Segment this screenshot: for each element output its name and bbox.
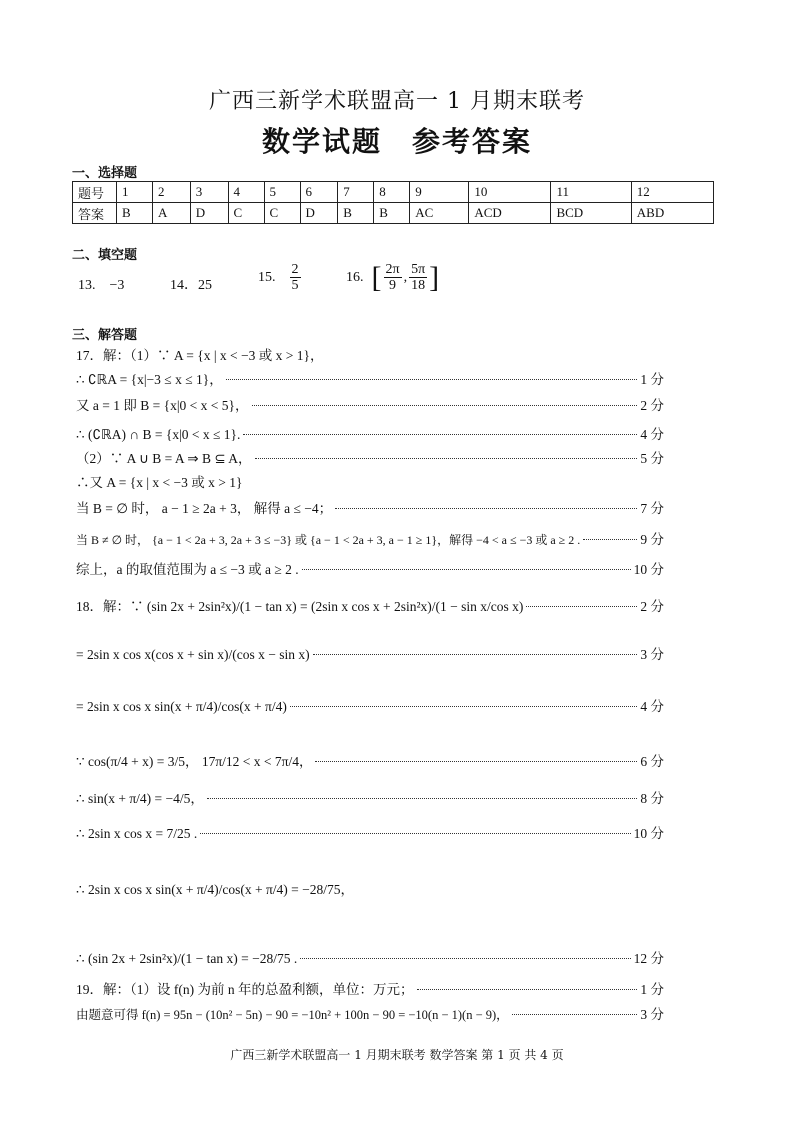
score-label: 10 分 — [633, 562, 664, 577]
section-heading-solutions: 三、解答题 — [72, 328, 138, 343]
solution-line: 由题意可得 f(n) = 95n − (10n² − 5n) − 90 = −10n² + 100n − 90 = −10(n − 1)(n − 9)， 3 分 — [76, 1003, 664, 1023]
question-number: 11 — [551, 182, 631, 203]
row-label-answer: 答案 — [73, 203, 117, 224]
solution-line: 18．解：∵ (sin 2x + 2sin²x)/(1 − tan x) = (2sin x cos x + 2sin²x)/(1 − sin x/cos x) 2 分 — [76, 595, 664, 615]
score-label: 7 分 — [640, 501, 664, 516]
score-label: 3 分 — [640, 647, 664, 662]
answer-cell: B — [117, 203, 153, 224]
answer-cell: B — [338, 203, 374, 224]
fraction-denominator: 9 — [389, 278, 397, 293]
solution-line: = 2sin x cos x(cos x + sin x)/(cos x − sin x) 3 分 — [76, 643, 664, 663]
solution-line: ∴ 2sin x cos x sin(x + π/4)/cos(x + π/4) = −28/75， — [76, 882, 355, 897]
row-label-question: 题号 — [73, 182, 117, 203]
solution-line: ∴ (∁ℝA) ∩ B = {x|0 < x ≤ 1}. 4 分 — [76, 423, 664, 443]
question-number: 1 — [117, 182, 153, 203]
answer-14: 14．25 — [170, 278, 212, 293]
score-label: 5 分 — [640, 451, 664, 466]
answer-cell: AC — [410, 203, 469, 224]
score-label: 10 分 — [633, 826, 664, 841]
question-number: 12 — [631, 182, 713, 203]
answer-cell: D — [300, 203, 338, 224]
answer-cell: C — [264, 203, 300, 224]
answer-15-fraction — [290, 262, 301, 293]
solution-line: 综上，a 的取值范围为 a ≤ −3 或 a ≥ 2 . 10 分 — [76, 558, 664, 578]
solution-line: 19．解：（1）设 f(n) 为前 n 年的总盈利额，单位：万元； 1 分 — [76, 978, 664, 998]
solution-line: ∴ ∁ℝA = {x|−3 ≤ x ≤ 1}， 1 分 — [76, 368, 664, 388]
score-label: 2 分 — [640, 398, 664, 413]
solution-line: ∵ cos(π/4 + x) = 3/5， 17π/12 < x < 7π/4， 6 分 — [76, 750, 664, 770]
comma: , — [403, 269, 408, 285]
answer-cell: C — [228, 203, 264, 224]
score-label: 4 分 — [640, 699, 664, 714]
question-number: 4 — [228, 182, 264, 203]
answer-cell: BCD — [551, 203, 631, 224]
solution-line: 当 B ≠ ∅ 时， {a − 1 < 2a + 3, 2a + 3 ≤ −3} 或 {a − 1 < 2a + 3, a − 1 ≥ 1}，解得 −4 < a ≤ −3 或 a ≥ 2 . 9 分 — [76, 528, 664, 548]
question-number: 10 — [469, 182, 551, 203]
score-label: 8 分 — [640, 791, 664, 806]
answer-15 — [258, 262, 303, 293]
document-subtitle: 数学试题 参考答案 — [261, 125, 532, 158]
solution-line: = 2sin x cos x sin(x + π/4)/cos(x + π/4) 4 分 — [76, 695, 664, 715]
solution-line: （2）∵ A ∪ B = A ⇒ B ⊆ A， 5 分 — [76, 447, 664, 467]
fraction-numerator: 2π — [385, 262, 400, 277]
answer-cell: ACD — [469, 203, 551, 224]
score-label: 2 分 — [640, 599, 664, 614]
solution-line: ∴又 A = {x | x < −3 或 x > 1} — [76, 475, 243, 490]
section-heading-choice: 一、选择题 — [72, 166, 138, 181]
answer-16-lower — [384, 262, 402, 293]
answer-table — [72, 181, 714, 224]
score-label: 1 分 — [640, 982, 664, 997]
solution-line: ∴ sin(x + π/4) = −4/5， 8 分 — [76, 787, 664, 807]
solution-line: 17．解：（1）∵ A = {x | x < −3 或 x > 1}， — [76, 348, 324, 363]
solution-line: 又 a = 1 即 B = {x|0 < x < 5}， 2 分 — [76, 394, 664, 414]
answer-13: 13. −3 — [78, 278, 125, 293]
score-label: 4 分 — [640, 427, 664, 442]
question-number: 3 — [190, 182, 228, 203]
question-number: 6 — [300, 182, 338, 203]
question-number: 7 — [338, 182, 374, 203]
solution-line: ∴ (sin 2x + 2sin²x)/(1 − tan x) = −28/75 . 12 分 — [76, 947, 664, 967]
section-heading-fill: 二、填空题 — [72, 248, 138, 263]
table-row-numbers — [73, 182, 714, 203]
question-number: 8 — [374, 182, 410, 203]
score-label: 3 分 — [640, 1007, 664, 1022]
table-row-answers — [73, 203, 714, 224]
score-label: 9 分 — [640, 532, 664, 547]
page-footer: 广西三新学术联盟高一 1 月期末联考 数学答案 第 1 页 共 4 页 — [230, 1048, 564, 1062]
answer-16 — [346, 262, 439, 293]
question-number: 2 — [153, 182, 191, 203]
score-label: 12 分 — [633, 951, 664, 966]
answer-cell: ABD — [631, 203, 713, 224]
left-bracket: [ — [371, 260, 382, 294]
answer-cell: B — [374, 203, 410, 224]
answer-cell: A — [153, 203, 191, 224]
document-title: 广西三新学术联盟高一 1 月期末联考 — [209, 89, 585, 114]
fraction-numerator: 2 — [291, 262, 299, 277]
score-label: 1 分 — [640, 372, 664, 387]
fraction-denominator: 18 — [411, 278, 426, 293]
question-number: 9 — [410, 182, 469, 203]
question-number: 5 — [264, 182, 300, 203]
right-bracket: ] — [429, 260, 440, 294]
answer-16-upper — [409, 262, 427, 293]
solution-line: 当 B = ∅ 时， a − 1 ≥ 2a + 3， 解得 a ≤ −4； 7 分 — [76, 497, 664, 517]
fraction-denominator: 5 — [291, 278, 299, 293]
solution-line: ∴ 2sin x cos x = 7/25 . 10 分 — [76, 822, 664, 842]
answer-16-label: 16. — [346, 269, 364, 285]
answer-15-label: 15. — [258, 269, 276, 285]
fraction-numerator: 5π — [411, 262, 426, 277]
score-label: 6 分 — [640, 754, 664, 769]
answer-cell: D — [190, 203, 228, 224]
